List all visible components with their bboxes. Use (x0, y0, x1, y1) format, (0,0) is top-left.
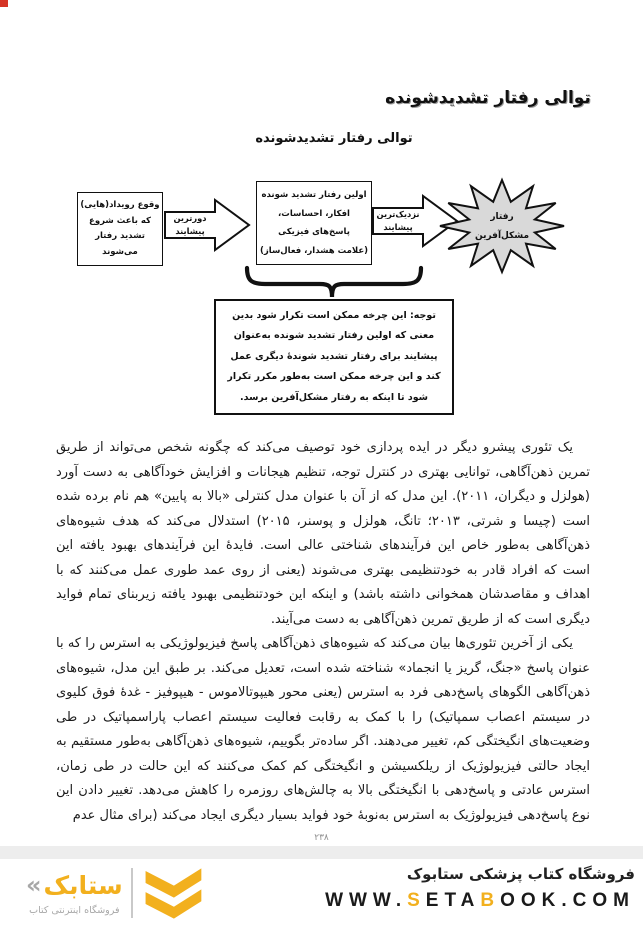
paragraph: یکی از آخرین تئوری‌ها بیان می‌کند که شیوه‌های ذهن‌آگاهی پاسخ فیزیولوژیکی به استرس را که با عنوان پاسخ «جنگ، گریز یا انجماد» شناخته شده است، تعدیل می‌کند. بر طبق این مدل، شیوه‌های ذهن‌آگاهی الگوهای پاسخ‌دهی فرد به استرس (یعنی محور هیپوتالاموس - هیپوفیز - غدهٔ فوق کلیوی در سیستم اعصاب سمپاتیک) را با کمک به رقابت فعالیت سیستم اعصاب پاراسمپاتیک در طی وضعیت‌های انگیختگی کم، تغییر می‌دهند. اگر ساده‌تر بگوییم، شیوه‌های ذهن‌آگاهی به‌طور مستقیم به ایجاد حالتی فیزیولوژیک از ریلکسیشن و انگیختگی کم کمک می‌کنند که این حالت در طی زمان، استرس عادتی و پاسخ‌دهی با انگیختگی بالا به چالش‌های روزمره را کاهش می‌دهد. تغییر دادن این نوع پاسخ‌دهی فیزیولوژیک به استرس به‌نوبهٔ خود فواید بسیار دیگری ایجاد می‌کند (برای مثال عدم (56, 636, 590, 823)
arrow-far-antecedent (163, 196, 253, 254)
event-box-line: می‌شوند (102, 246, 138, 257)
arrow-far-label-line: دورترین (173, 213, 207, 223)
event-box (77, 192, 163, 266)
url-accent-letter: B (480, 890, 501, 911)
logo-word-row (26, 870, 123, 902)
diagram-caption: توالی رفتار تشدیدشونده (255, 131, 413, 146)
guillemet-icon: « (26, 871, 42, 899)
problem-behavior-starburst (436, 175, 568, 277)
brace-connector (243, 265, 425, 299)
problem-behavior-line: رفتار (490, 211, 514, 222)
curly-brace-icon (243, 265, 425, 299)
footer-banner (0, 859, 643, 926)
first-behavior-line: افکار، احساسات، (278, 208, 350, 219)
arrow-far-label-line: پیشایند (175, 226, 205, 236)
arrow-near-label (374, 207, 422, 235)
page-number: ۲۳۸ (314, 833, 329, 843)
page-title: توالی رفتار تشدیدشونده (385, 88, 591, 108)
logo-text-column (26, 870, 123, 916)
logo-divider (131, 868, 133, 918)
book-chevrons-icon (141, 863, 205, 923)
url-part: OOK.COM (500, 890, 635, 911)
note-text: توجه: این چرخه ممکن است تکرار شود بدین معنی که اولین رفتار تشدید شونده به‌عنوان پیشایند برای رفتار تشدید شوندهٔ دیگری عمل کند و این چرخه ممکن است به‌طور مکرر تکرار شود تا اینکه به رفتار مشکل‌آفرین برسد. (227, 309, 441, 403)
problem-behavior-line: مشکل‌آفرین (474, 230, 530, 241)
event-box-line: تشدید رفتار (95, 231, 145, 241)
url-part: WWW. (325, 890, 408, 911)
first-behavior-line: پاسخ‌های فیزیکی (278, 227, 350, 237)
url-accent-letter: S (407, 890, 426, 911)
escalation-diagram (0, 0, 643, 440)
note-box (214, 299, 454, 415)
store-url (325, 887, 635, 915)
paragraph: یک تئوری پیشرو دیگر در ایده پردازی خود توصیف می‌کند که چگونه شخص می‌تواند از طریق تمرین ذهن‌آگاهی، توانایی بهتری در کنترل توجه، تنظیم هیجانات و افزایش خودآگاهی به دست آورد (هولزل و دیگران، ۲۰۱۱). این مدل که از آن با عنوان مدل کنترلی «بالا به پایین» هم نام برده شده است (چیسا و شرتی، ۲۰۱۳؛ تانگ، هولزل و پوسنر، ۲۰۱۵) استدلال می‌کند که هدف شیوه‌های ذهن‌آگاهی به‌طور خاص این فرآیندهای شناختی عالی است. فایدهٔ این فرآیندهای بهبود یافته این است که افراد قادر به خودتنظیمی بهتری می‌شوند (یعنی از روی عمد طوری عمل می‌کنند که با اهداف و مقاصدشان همخوانی داشته باشد) و اینکه این خودتنظیمی بهبود یافته زیربنای تمام فواید دیگری است که از طریق تمرین ذهن‌آگاهی به دست می‌آیند. (56, 440, 590, 627)
arrow-near-label-line: نزدیک‌ترین (376, 209, 420, 219)
store-title: فروشگاه کتاب پزشکی ستابوک (406, 865, 635, 883)
first-behavior-line: اولین رفتار تشدید شونده (261, 190, 367, 200)
first-behavior-line: (علامت هشدار، فعال‌ساز) (259, 245, 369, 256)
page-edge-strip (0, 846, 643, 859)
first-behavior-box (256, 181, 372, 265)
url-part: ETA (425, 890, 481, 911)
logo-tagline: فروشگاه اینترنتی کتاب (29, 905, 120, 916)
setabook-logo (26, 863, 205, 923)
event-box-line: وقوع رویداد(هایی) (80, 200, 160, 210)
problem-behavior-label (436, 175, 568, 277)
arrow-far-label (166, 211, 214, 239)
logo-wordmark: ستابک (43, 871, 123, 900)
body-text (56, 436, 590, 828)
footer-right-block (325, 863, 635, 915)
arrow-near-label-line: پیشایند (383, 222, 413, 232)
event-box-line: که باعث شروع (89, 215, 151, 226)
